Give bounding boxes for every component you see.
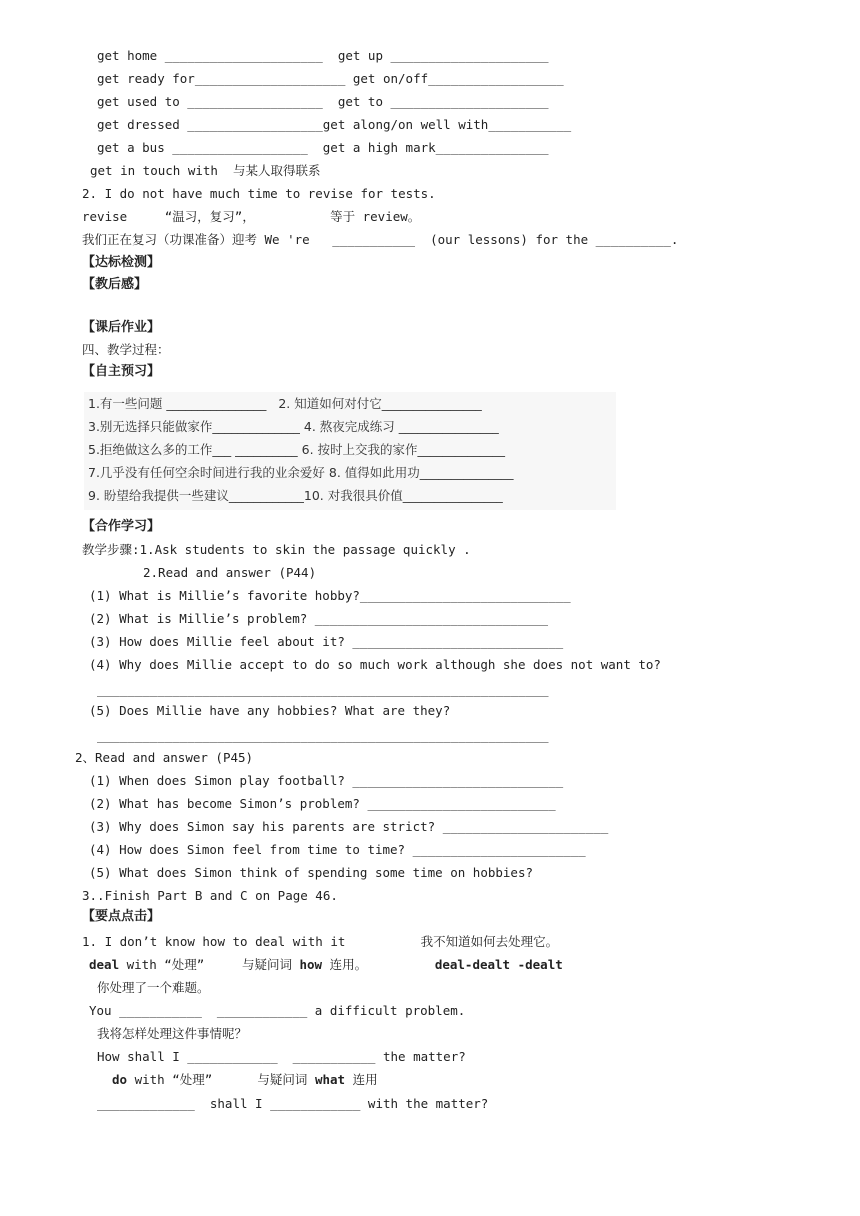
answer-line: ____________________________________________________________ bbox=[97, 728, 549, 743]
example-en: You ___________ ____________ a difficult problem. bbox=[89, 1003, 466, 1018]
point2-example: 我们正在复习（功课准备）迎考 We 're ___________ (our lessons) for the __________. bbox=[82, 232, 679, 247]
question-p45: (2) What has become Simon’s problem? _________________________ bbox=[89, 796, 556, 811]
keyword: do bbox=[112, 1072, 128, 1087]
example-en: How shall I ____________ ___________ the matter? bbox=[97, 1049, 466, 1064]
preview-item: 7.几乎没有任何空余时间进行我的业余爱好 8. 值得如此用功_______________ bbox=[88, 465, 514, 480]
example-cn: 你处理了一个难题。 bbox=[97, 980, 210, 995]
question-p45: (3) Why does Simon say his parents are strict? ______________________ bbox=[89, 819, 609, 834]
preview-box bbox=[84, 392, 616, 510]
question-p45: (5) What does Simon think of spending some time on hobbies? bbox=[89, 865, 534, 880]
heading-reflection: 【教后感】 bbox=[82, 277, 148, 292]
note-text: with “处理” 与疑问词 bbox=[119, 957, 300, 972]
question-p44: (2) What is Millie’s problem? _______________________________ bbox=[89, 611, 549, 626]
phrase-line: get home _____________________ get up _____________________ bbox=[97, 48, 549, 63]
note-text: 连用。 bbox=[322, 957, 435, 972]
step-1: 教学步骤:1.Ask students to skin the passage quickly . bbox=[82, 542, 471, 557]
question-p44: (1) What is Millie’s favorite hobby?____________________________ bbox=[89, 588, 571, 603]
keypoint-deal-with bbox=[89, 957, 563, 973]
question-p44: (4) Why does Millie accept to do so much work although she does not want to? bbox=[89, 657, 661, 672]
keyword: what bbox=[314, 1072, 346, 1087]
keyword: deal bbox=[89, 957, 120, 972]
keyword: how bbox=[299, 957, 323, 972]
heading-check: 【达标检测】 bbox=[82, 255, 161, 270]
phrase-line: get dressed __________________get along/on well with___________ bbox=[97, 117, 572, 132]
heading-preview: 【自主预习】 bbox=[82, 364, 161, 379]
preview-item: 5.拒绝做这么多的工作___ __________ 6. 按时上交我的家作______________ bbox=[88, 442, 506, 457]
step-3: 3..Finish Part B and C on Page 46. bbox=[82, 888, 338, 903]
heading-keypoints: 【要点点击】 bbox=[82, 909, 161, 924]
keypoint-do-with bbox=[112, 1072, 378, 1088]
preview-item: 1.有一些问题 ________________ 2. 知道如何对付它________________ bbox=[88, 396, 482, 411]
point2-sentence: 2. I do not have much time to revise for tests. bbox=[82, 186, 436, 201]
phrase-line: get in touch with 与某人取得联系 bbox=[90, 163, 321, 178]
example-cn: 我将怎样处理这件事情呢？ bbox=[97, 1026, 248, 1041]
note-text: with “处理” 与疑问词 bbox=[127, 1072, 315, 1087]
heading-homework: 【课后作业】 bbox=[82, 320, 161, 335]
heading-process: 四、教学过程： bbox=[82, 342, 170, 357]
question-p44: (3) How does Millie feel about it? ____________________________ bbox=[89, 634, 564, 649]
verb-forms: deal-dealt -dealt bbox=[434, 957, 563, 972]
preview-item: 9. 盼望给我提供一些建议____________10. 对我很具价值________________ bbox=[88, 488, 503, 503]
step-2: 2.Read and answer (P44) bbox=[143, 565, 317, 580]
phrase-line: get used to __________________ get to _____________________ bbox=[97, 94, 549, 109]
example-en: _____________ shall I ____________ with the matter? bbox=[97, 1096, 489, 1111]
answer-line: ____________________________________________________________ bbox=[97, 682, 549, 697]
step-2b: 2、Read and answer (P45) bbox=[75, 750, 254, 765]
phrase-line: get a bus __________________ get a high mark_______________ bbox=[97, 140, 549, 155]
preview-item: 3.别无选择只能做家作______________ 4. 熬夜完成练习 ________________ bbox=[88, 419, 499, 434]
question-p45: (4) How does Simon feel from time to time? _______________________ bbox=[89, 842, 586, 857]
phrase-line: get ready for____________________ get on/off__________________ bbox=[97, 71, 564, 86]
keypoint-1: 1. I don’t know how to deal with it 我不知道如何去处理它。 bbox=[82, 934, 559, 949]
note-text: 连用 bbox=[345, 1072, 378, 1087]
heading-cooperate: 【合作学习】 bbox=[82, 519, 161, 534]
question-p45: (1) When does Simon play football? ____________________________ bbox=[89, 773, 564, 788]
point2-revise: revise “温习，复习”， 等于 review。 bbox=[82, 209, 421, 224]
question-p44: (5) Does Millie have any hobbies? What are they? bbox=[89, 703, 451, 718]
